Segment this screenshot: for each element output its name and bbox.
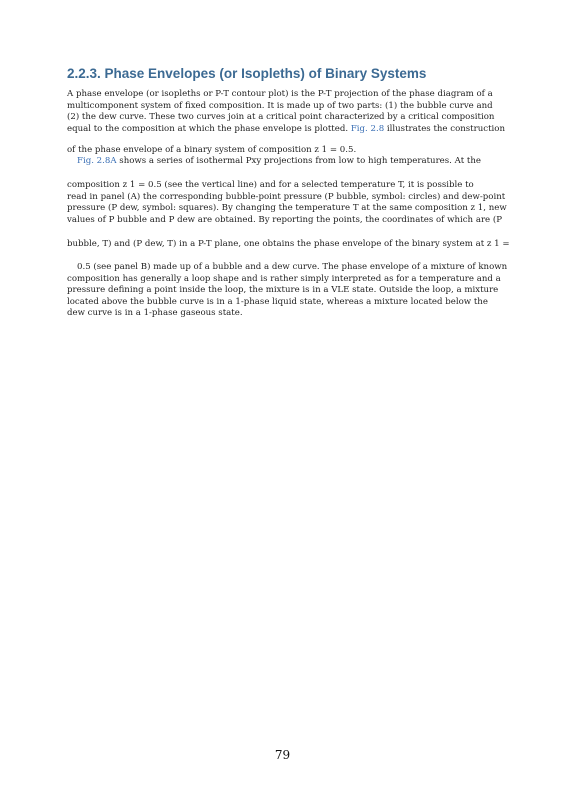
section-heading: 2.2.3. Phase Envelopes (or Isopleths) of Binary Systems (67, 66, 427, 81)
text-line: of the phase envelope of a binary system of composition z 1 = 0.5. (67, 145, 357, 155)
text-line: bubble, T) and (P dew, T) in a P-T plane, one obtains the phase envelope of the binary system at z 1 = (67, 239, 510, 249)
text-line (67, 123, 506, 136)
text-segment: shows a series of isothermal Pxy projections from low to high temperatures. At the (119, 156, 481, 166)
text-line: located above the bubble curve is in a 1-phase liquid state, whereas a mixture located below the (67, 296, 488, 307)
text-line: pressure defining a point inside the loop, the mixture is in a VLE state. Outside the loop, a mixture (67, 285, 499, 296)
text-line: composition has generally a loop shape and is rather simply interpreted as for a temperature and a (67, 273, 501, 284)
text-line: pressure (P dew, symbol: squares). By changing the temperature T at the same composition z 1, new (67, 203, 507, 214)
text-line: (2) the dew curve. These two curves join at a critical point characterized by a critical composition (67, 112, 495, 123)
text-line: values of P bubble and P dew are obtained. By reporting the points, the coordinates of which are (P (67, 214, 502, 225)
text-line: multicomponent system of fixed composition. It is made up of two parts: (1) the bubble curve and (67, 100, 493, 111)
paragraph-intro (67, 89, 506, 135)
text-segment: illustrates the construction (386, 123, 506, 134)
text-line: 0.5 (see panel B) made up of a bubble and a dew curve. The phase envelope of a mixture of known (77, 262, 508, 272)
figure-link-fig-2-8a[interactable]: Fig. 2.8A (77, 156, 117, 166)
paragraph-construction-mid (67, 239, 510, 251)
paragraph-construction-body (67, 180, 507, 226)
text-line: composition z 1 = 0.5 (see the vertical line) and for a selected temperature T, it is possible to (67, 180, 474, 190)
paragraph-intro-tail (67, 145, 495, 157)
text-line: dew curve is in a 1-phase gaseous state. (67, 308, 243, 319)
text-segment: equal to the composition at which the phase envelope is plotted. (67, 123, 349, 134)
text-line: read in panel (A) the corresponding bubble-point pressure (P bubble, symbol: circles) and dew-point (67, 191, 506, 202)
paragraph-construction (67, 156, 495, 168)
page-number: 79 (274, 748, 291, 762)
text-line: A phase envelope (or isopleths or P-T contour plot) is the P-T projection of the phase diagram of a (67, 89, 493, 99)
text-line (67, 156, 495, 168)
figure-link-fig-2-8[interactable]: Fig. 2.8 (350, 123, 385, 134)
paragraph-construction-end (67, 262, 508, 320)
